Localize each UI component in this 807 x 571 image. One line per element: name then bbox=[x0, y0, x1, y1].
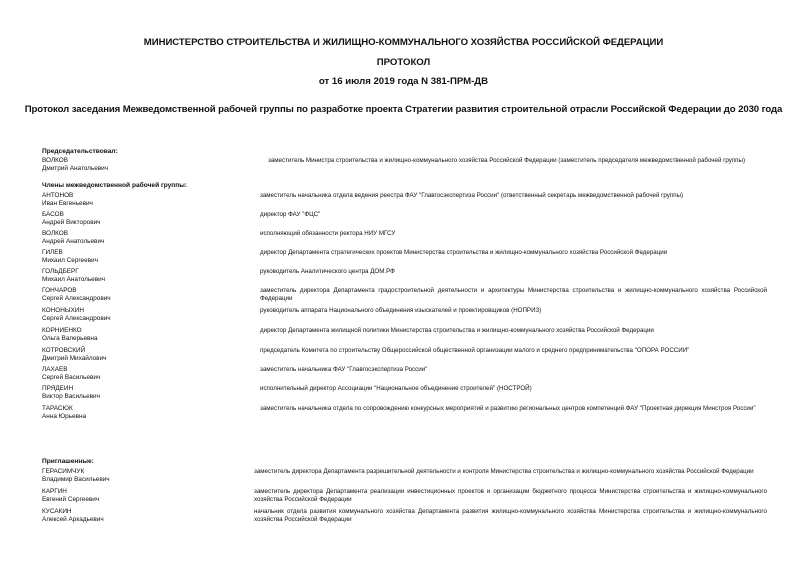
person-name bbox=[42, 508, 242, 524]
first-name: Иван Евгеньевич bbox=[42, 200, 93, 207]
first-name: Андрей Анатольевич bbox=[42, 238, 105, 245]
person-name bbox=[42, 347, 242, 363]
person-name bbox=[42, 405, 242, 421]
person-name bbox=[42, 468, 242, 484]
surname: КОРНИЕНКО bbox=[42, 327, 82, 334]
members-heading: Члены межведомственной рабочей группы: bbox=[42, 182, 188, 189]
doc-date-number: от 16 июля 2019 года N 381-ПРМ-ДВ bbox=[318, 76, 489, 87]
first-name: Виктор Васильевич bbox=[42, 393, 100, 400]
person-position: исполнительный директор Ассоциации "Национальное объединение строителей" (НОСТРОЙ) bbox=[260, 385, 532, 392]
person-position: заместитель директора Департамента реализации инвестиционных проектов и организации бюджетного процесса Министерства строительства и жилищно-коммунального хозяйства Российской Федерации bbox=[254, 488, 767, 503]
person-position: заместитель начальника отдела по сопровождению конкурсных мероприятий и развитию региональных центров компетенций ФАУ "Проектная дирекция Минстроя России" bbox=[260, 405, 756, 412]
surname: КАРГИН bbox=[42, 488, 67, 495]
first-name: Андрей Викторович bbox=[42, 219, 101, 226]
person-position: заместитель начальника отдела ведения реестра ФАУ "Главгосэкспертиза России" (ответственный секретарь межведомственной рабочей группы) bbox=[260, 192, 684, 199]
person-name bbox=[42, 488, 242, 504]
invited-heading: Приглашенные: bbox=[42, 458, 94, 465]
first-name: Сергей Александрович bbox=[42, 315, 111, 322]
person-position: заместитель директора Департамента разрешительной деятельности и контроля Министерства строительства и жилищно-коммунального хозяйства Российской Федерации bbox=[254, 468, 754, 475]
person-name bbox=[42, 366, 242, 382]
first-name: Дмитрий Анатольевич bbox=[42, 165, 109, 172]
surname: БАСОВ bbox=[42, 211, 64, 218]
person-name bbox=[42, 385, 242, 401]
surname: ПРЯДЕИН bbox=[42, 385, 74, 392]
surname: ВОЛКОВ bbox=[42, 230, 69, 237]
surname: КОТРОВСКИЙ bbox=[42, 347, 86, 354]
surname: ТАРАСЮК bbox=[42, 405, 73, 412]
ministry-title: МИНИСТЕРСТВО СТРОИТЕЛЬСТВА И ЖИЛИЩНО-КОММУНАЛЬНОГО ХОЗЯЙСТВА РОССИЙСКОЙ ФЕДЕРАЦИИ bbox=[143, 37, 664, 48]
surname: ГОНЧАРОВ bbox=[42, 287, 77, 294]
person-position: начальник отдела развития коммунального хозяйства Департамента развития жилищно-коммунального хозяйства Министерства строительства и жилищно-коммунального хозяйства Российской Федерации bbox=[254, 508, 767, 523]
chair-heading: Председательствовал: bbox=[42, 148, 118, 155]
person-name bbox=[42, 192, 242, 208]
surname: ГОЛЬДБЕРГ bbox=[42, 268, 79, 275]
first-name: Михаил Сергеевич bbox=[42, 257, 98, 264]
person-position: председатель Комитета по строительству Общероссийской общественной организации малого и среднего предпринимательства "ОПОРА РОССИИ" bbox=[260, 347, 690, 354]
first-name: Евгений Сергеевич bbox=[42, 496, 100, 503]
person-position: руководитель аппарата Национального объединения изыскателей и проектировщиков (НОПРИЗ) bbox=[260, 307, 542, 314]
first-name: Михаил Анатольевич bbox=[42, 276, 106, 283]
person-name bbox=[42, 287, 242, 303]
person-name bbox=[42, 307, 242, 323]
person-name bbox=[42, 268, 242, 284]
first-name: Ольга Валерьевна bbox=[42, 335, 98, 342]
person-name bbox=[42, 327, 242, 343]
first-name: Анна Юрьевна bbox=[42, 413, 87, 420]
first-name: Владимир Васильевич bbox=[42, 476, 110, 483]
surname: ЛАХАЕВ bbox=[42, 366, 68, 373]
surname: ГИЛЕВ bbox=[42, 249, 63, 256]
surname: АНТОНОВ bbox=[42, 192, 74, 199]
person-name bbox=[42, 211, 242, 227]
person-position: исполняющий обязанности ректора НИУ МГСУ bbox=[260, 230, 396, 237]
person-name bbox=[42, 157, 242, 173]
person-name bbox=[42, 230, 242, 246]
first-name: Алексей Аркадьевич bbox=[42, 516, 104, 523]
surname: ГЕРАСИМЧУК bbox=[42, 468, 85, 475]
person-position: заместитель начальника ФАУ "Главгосэкспертиза России" bbox=[260, 366, 428, 373]
surname: ВОЛКОВ bbox=[42, 157, 69, 164]
doc-title: Протокол заседания Межведомственной рабочей группы по разработке проекта Стратегии развития строительной отрасли Российской Федерации до 2030 года bbox=[24, 104, 783, 115]
person-position: директор ФАУ "ФЦС" bbox=[260, 211, 321, 218]
first-name: Дмитрий Михайлович bbox=[42, 355, 107, 362]
surname: КОНОНЫХИН bbox=[42, 307, 84, 314]
first-name: Сергей Александрович bbox=[42, 295, 111, 302]
person-position: руководитель Аналитического центра ДОМ.РФ bbox=[260, 268, 395, 275]
surname: КУСАКИН bbox=[42, 508, 72, 515]
person-position: директор Департамента жилищной политики Министерства строительства и жилищно-коммунального хозяйства Российской Федерации bbox=[260, 327, 654, 334]
person-name bbox=[42, 249, 242, 265]
doc-type: ПРОТОКОЛ bbox=[376, 57, 431, 68]
person-position: заместитель Министра строительства и жилищно-коммунального хозяйства Российской Федерации (заместитель председателя межведомственной рабочей группы) bbox=[268, 157, 746, 164]
person-position: директор Департамента стратегических проектов Министерства строительства и жилищно-коммунального хозяйства Российской Федерации bbox=[260, 249, 668, 256]
person-position: заместитель директора Департамента градостроительной деятельности и архитектуры Министерства строительства и жилищно-коммунального хозяйства Российской Федерации bbox=[260, 287, 767, 302]
first-name: Сергей Васильевич bbox=[42, 374, 101, 381]
